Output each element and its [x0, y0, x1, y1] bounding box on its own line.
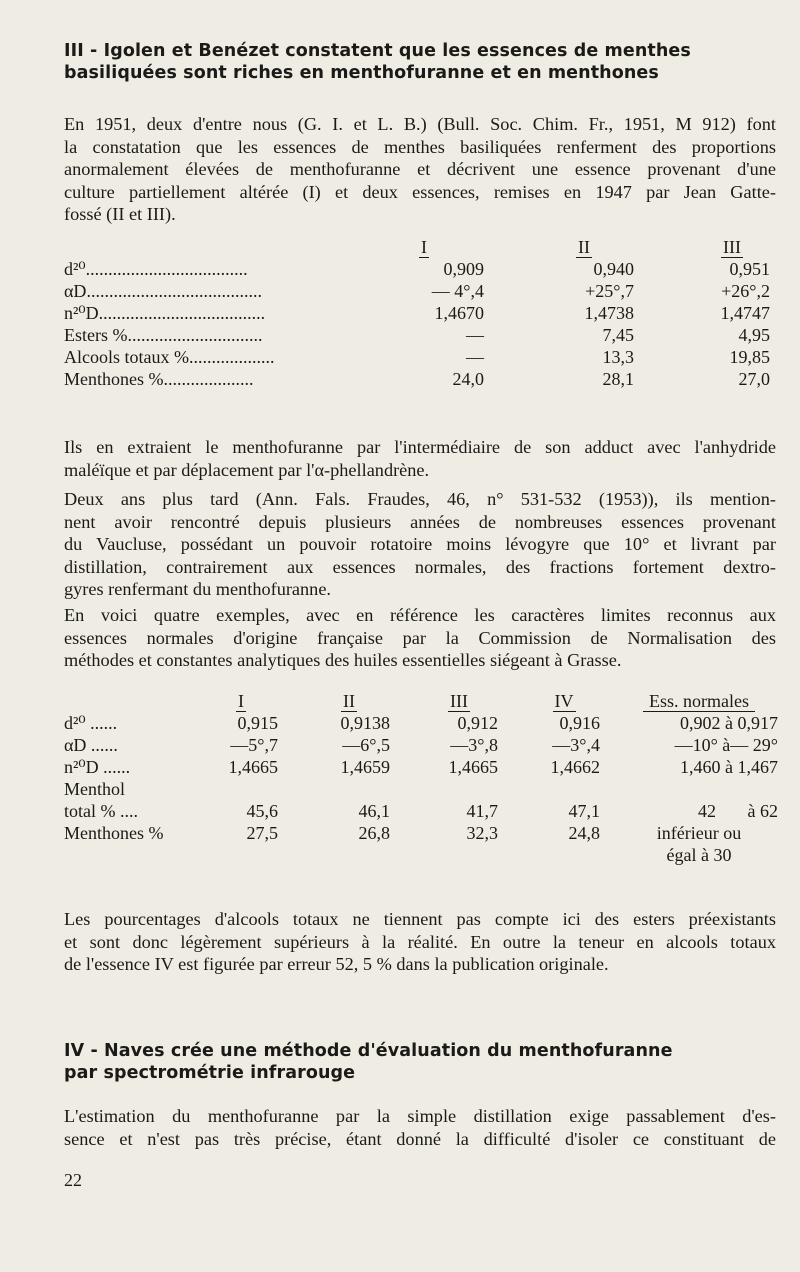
table-cell: 47,1 [568, 801, 600, 821]
table-cell [498, 844, 600, 866]
section-3-heading-line: basiliquées sont riches en menthofuranne et en menthones [64, 63, 659, 83]
text-line: fossé (II et III). [64, 204, 176, 224]
table-1-label: Menthones %.................... [64, 369, 254, 389]
table-cell: 1,460 à 1,467 [680, 757, 778, 777]
table-2-header: III [450, 691, 468, 711]
table-cell: —6°,5 [342, 735, 390, 755]
table-2-label: total % .... [64, 801, 138, 821]
text-line: culture partiellement altérée (I) et deux essences, remises en 1947 par Jean Gatte- [64, 181, 776, 202]
table-1-header: II [578, 237, 590, 257]
paragraph-1 [64, 113, 776, 226]
table-cell: 27,5 [246, 823, 278, 843]
text-line: la constatation que les essences de menthes basiliquées renferment des proportions [64, 136, 776, 157]
table-cell: +26°,2 [721, 281, 770, 301]
text-line: distillation, contrairement aux essences normales, des fractions fortement dextro- [64, 556, 776, 577]
table-row [64, 734, 778, 756]
table-cell: égal à 30 [666, 845, 732, 865]
table-cell: 7,45 [602, 325, 634, 345]
table-cell: 42 à 62 [698, 801, 778, 821]
text-line: Ils en extraient le menthofuranne par l'intermédiaire de son adduct avec l'anhydride [64, 437, 776, 457]
table-2-header: IV [554, 691, 574, 711]
text-line: méthodes et constantes analytiques des huiles essentielles siégeant à Grasse. [64, 650, 622, 670]
text-line: En 1951, deux d'entre nous (G. I. et L. B.) (Bull. Soc. Chim. Fr., 1951, M 912) font [64, 114, 776, 134]
table-row [64, 302, 770, 324]
table-cell: 45,6 [246, 801, 278, 821]
table-cell: 28,1 [602, 369, 634, 389]
table-cell: 1,4665 [228, 757, 278, 777]
table-2-header: Ess. normales [600, 690, 778, 712]
table-2-header-row [64, 690, 778, 712]
table-2-header: I [238, 691, 244, 711]
table-row [64, 756, 778, 778]
text-line: du Vaucluse, possédant un pouvoir rotatoire moins lévogyre que 10° et livrant par [64, 534, 776, 554]
table-row [64, 778, 778, 800]
table-2-label: d²⁰ ...... [64, 713, 118, 733]
table-cell: 26,8 [358, 823, 390, 843]
table-1-header-row [64, 236, 770, 258]
table-1 [64, 236, 770, 390]
text-line: Les pourcentages d'alcools totaux ne tiennent pas compte ici des esters préexistants [64, 909, 776, 929]
table-row [64, 822, 778, 844]
text-line: Deux ans plus tard (Ann. Fals. Fraudes, 46, n° 531-532 (1953)), ils mention- [64, 489, 776, 509]
text-line: et sont donc légèrement supérieurs à la réalité. En outre la teneur en alcools totaux [64, 931, 776, 952]
table-1-label: d²⁰.................................... [64, 259, 248, 279]
table-1-header: III [723, 237, 741, 257]
table-row [64, 368, 770, 390]
table-2-label: Menthones % [64, 823, 164, 843]
table-cell: 27,0 [738, 369, 770, 389]
table-cell [390, 778, 498, 800]
text-line: maléïque et par déplacement par l'α-phellandrène. [64, 459, 430, 480]
table-cell: 24,0 [452, 369, 484, 389]
table-2-header: II [343, 691, 355, 711]
table-1-label: αD....................................... [64, 281, 262, 301]
table-row [64, 258, 770, 280]
table-cell: — 4°,4 [431, 281, 484, 301]
table-cell: —3°,8 [450, 735, 498, 755]
table-cell: 46,1 [358, 801, 390, 821]
table-cell [174, 844, 278, 866]
paragraph-2 [64, 436, 776, 481]
text-line: anormalement élevées de menthofuranne et décrivent une essence provenant d'une [64, 159, 776, 179]
section-4-heading-line: IV - Naves crée une méthode d'évaluation du menthofuranne [64, 1041, 673, 1061]
table-cell: —3°,4 [552, 735, 600, 755]
table-cell: 0,940 [593, 259, 634, 279]
paragraph-4 [64, 604, 776, 672]
paragraph-6 [64, 1105, 776, 1150]
table-cell [278, 778, 390, 800]
table-1-label: Esters %.............................. [64, 325, 263, 345]
table-cell [600, 778, 778, 800]
table-cell: 0,909 [443, 259, 484, 279]
table-1-header: I [421, 237, 427, 257]
table-cell: 1,4659 [340, 757, 390, 777]
table-cell: +25°,7 [585, 281, 634, 301]
table-cell [174, 778, 278, 800]
table-cell: 0,951 [729, 259, 770, 279]
paragraph-5 [64, 908, 776, 976]
table-2-label [64, 844, 174, 866]
table-cell: 32,3 [466, 823, 498, 843]
text-line: nent avoir rencontré depuis plusieurs années de nombreuses essences provenant [64, 511, 776, 532]
table-cell: 1,4747 [720, 303, 770, 323]
table-cell: — [466, 347, 484, 367]
table-cell: 24,8 [568, 823, 600, 843]
table-row [64, 844, 778, 866]
table-row [64, 280, 770, 302]
table-row [64, 712, 778, 734]
table-2-label: αD ...... [64, 735, 118, 755]
paragraph-3 [64, 488, 776, 601]
table-cell: —10° à— 29° [674, 735, 778, 755]
table-cell: —5°,7 [230, 735, 278, 755]
table-row [64, 324, 770, 346]
table-cell: 4,95 [738, 325, 770, 345]
table-1-label: Alcools totaux %................... [64, 347, 275, 367]
table-2-label: n²⁰D ...... [64, 757, 131, 777]
table-cell: 0,9138 [340, 713, 390, 733]
table-2 [64, 690, 778, 866]
text-line: En voici quatre exemples, avec en référence les caractères limites reconnus aux [64, 605, 776, 625]
text-line: sence et n'est pas très précise, étant donné la difficulté d'isoler ce constituant de [64, 1128, 776, 1149]
table-cell: 0,916 [559, 713, 600, 733]
table-cell: 1,4662 [550, 757, 600, 777]
table-row [64, 800, 778, 822]
table-cell: inférieur ou [656, 823, 742, 843]
table-cell: 1,4670 [434, 303, 484, 323]
table-2-label: Menthol [64, 779, 125, 799]
page-number: 22 [64, 1170, 82, 1190]
text-line: essences normales d'origine française par la Commission de Normalisation des [64, 627, 776, 648]
table-1-label: n²⁰D..................................... [64, 303, 266, 323]
table-cell [390, 844, 498, 866]
section-3-heading-line: III - Igolen et Benézet constatent que les essences de menthes [64, 41, 691, 61]
table-cell [278, 844, 390, 866]
table-cell: 41,7 [466, 801, 498, 821]
table-cell: 1,4738 [584, 303, 634, 323]
section-4-heading-line: par spectrométrie infrarouge [64, 1063, 356, 1083]
text-line: gyres renfermant du menthofuranne. [64, 579, 332, 599]
table-row [64, 346, 770, 368]
table-cell: 1,4665 [448, 757, 498, 777]
table-cell: 19,85 [729, 347, 770, 367]
text-line: L'estimation du menthofuranne par la simple distillation exige passablement d'es- [64, 1106, 776, 1126]
section-4-heading [64, 1040, 778, 1084]
text-line: de l'essence IV est figurée par erreur 52, 5 % dans la publication originale. [64, 954, 609, 974]
table-cell: 0,902 à 0,917 [680, 713, 778, 733]
table-cell: 0,915 [237, 713, 278, 733]
table-cell: 13,3 [602, 347, 634, 367]
table-cell: — [466, 325, 484, 345]
section-3-heading [64, 40, 778, 84]
table-cell: 0,912 [457, 713, 498, 733]
table-cell [498, 778, 600, 800]
